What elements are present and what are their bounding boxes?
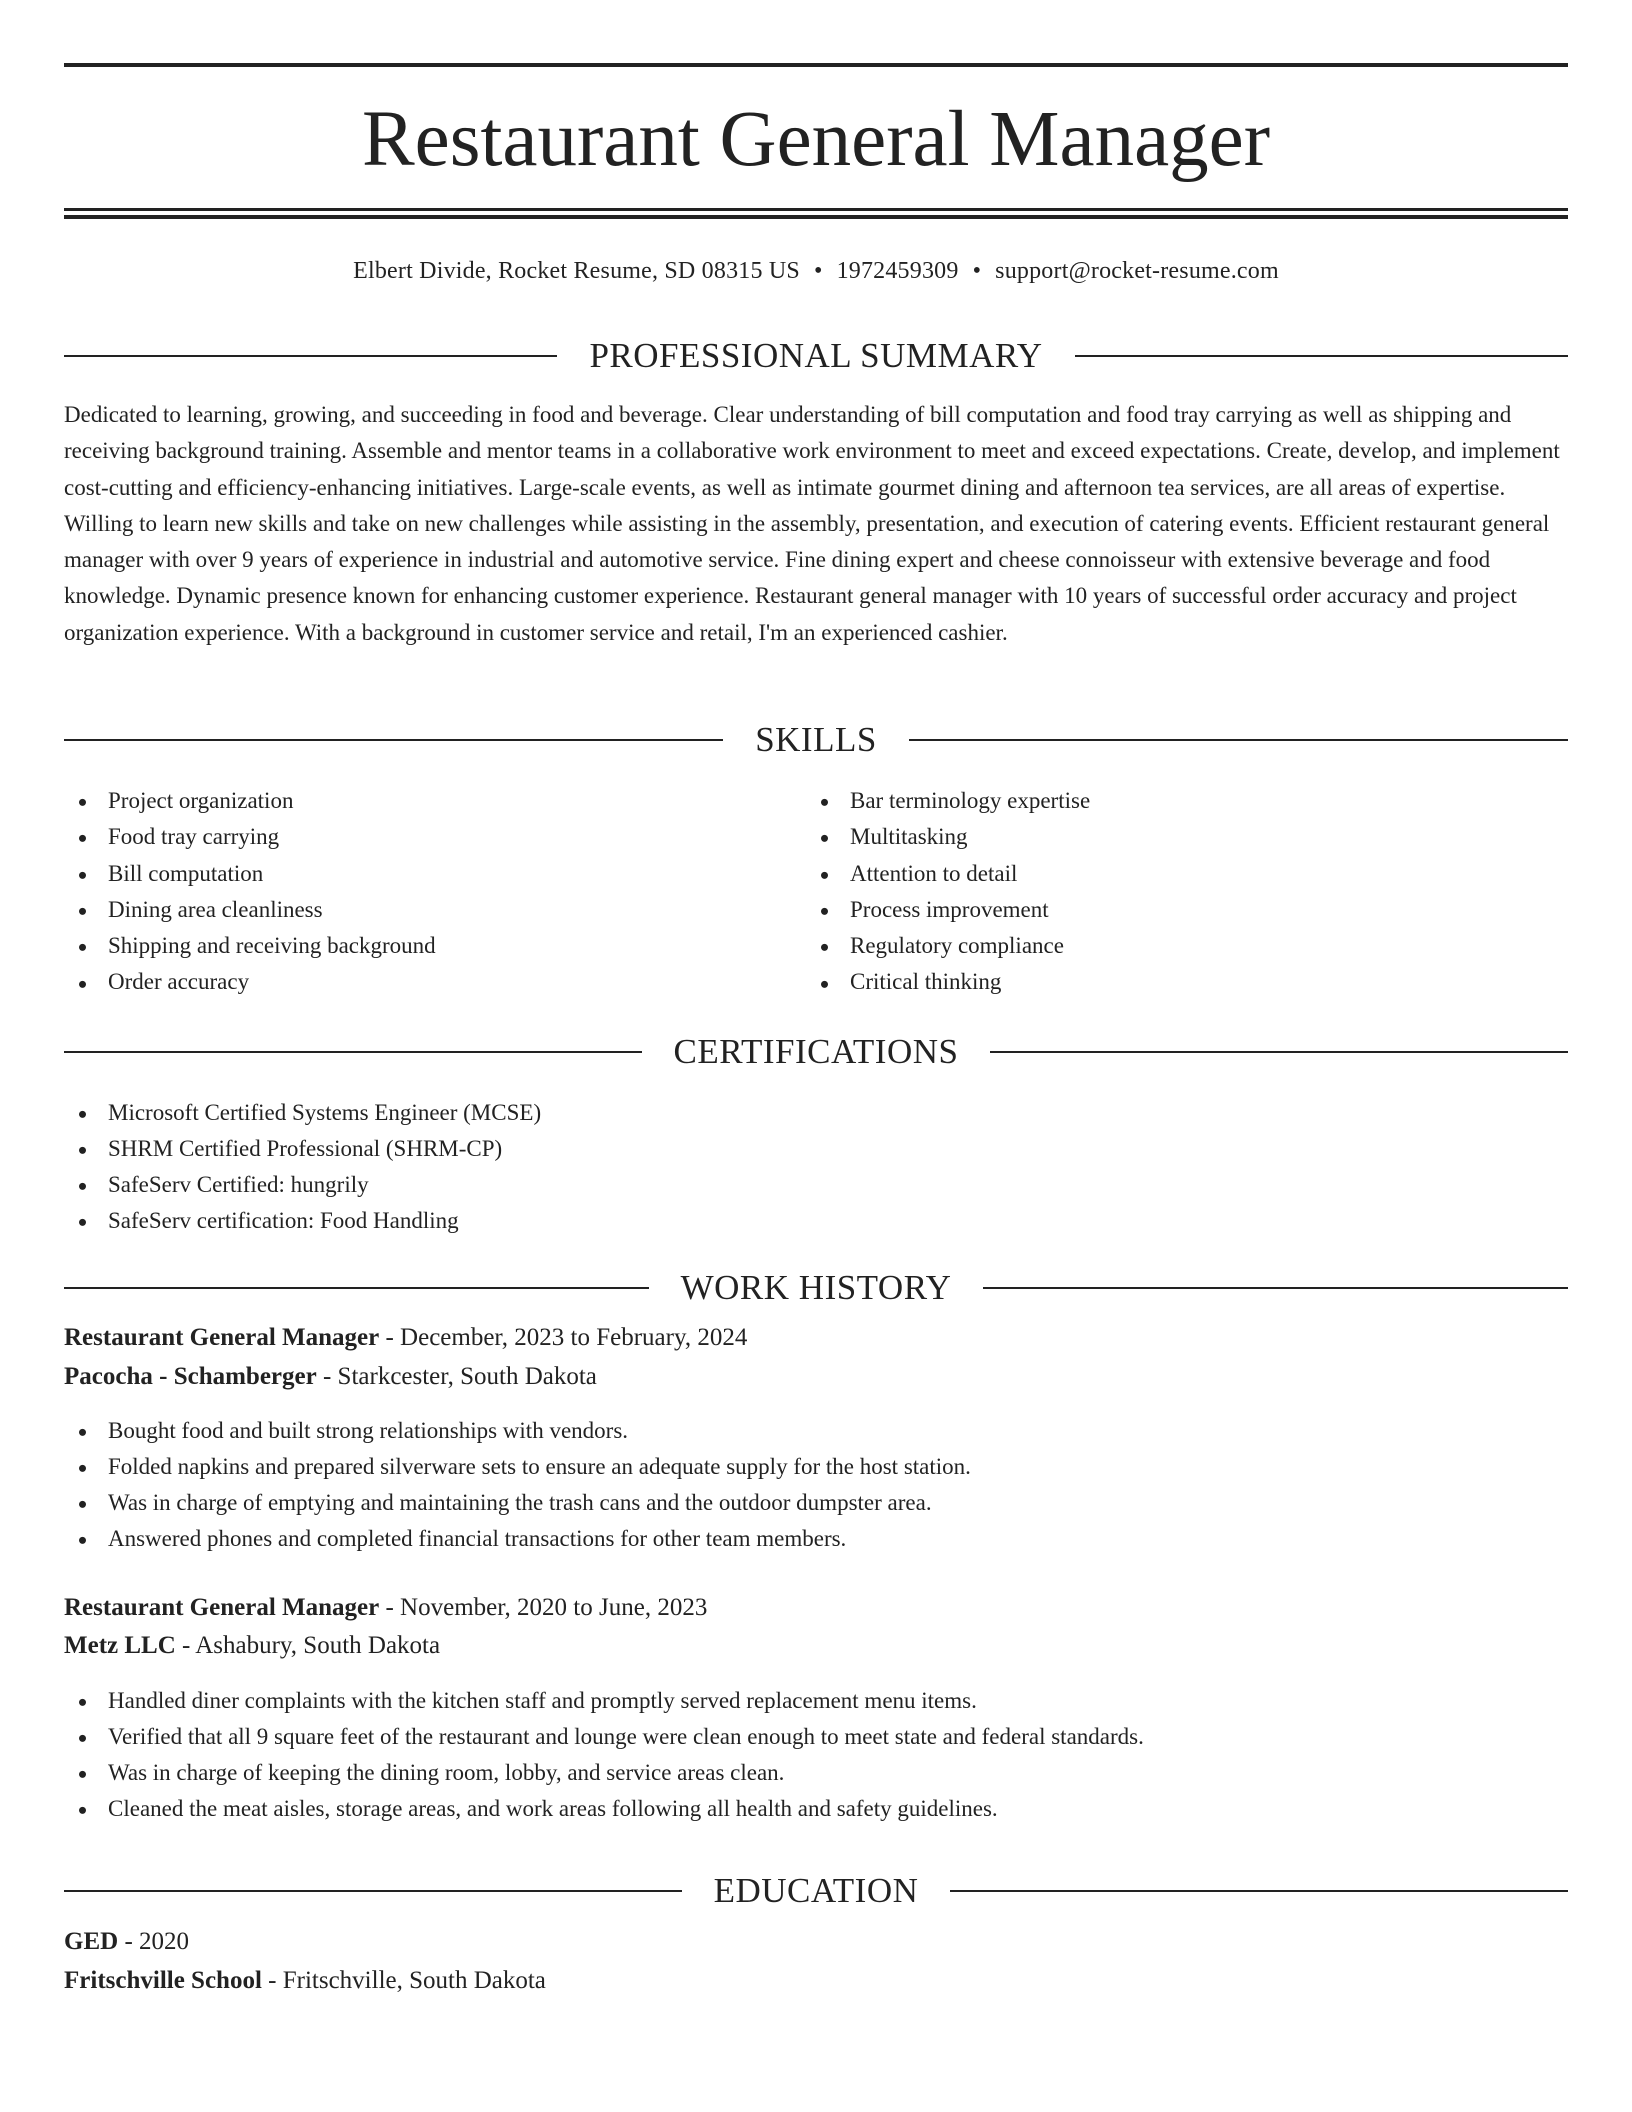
skill-item: Attention to detail xyxy=(806,856,1506,892)
section-title: WORK HISTORY xyxy=(680,1268,952,1307)
skill-item: Order accuracy xyxy=(64,964,764,1000)
job-bullet: Was in charge of keeping the dining room, lobby, and service areas clean. xyxy=(64,1755,1568,1791)
section-heading-certifications xyxy=(64,1030,1568,1074)
phone: 1972459309 xyxy=(836,258,959,284)
heading-rule xyxy=(983,1287,1568,1289)
certification-item: SafeServ certification: Food Handling xyxy=(64,1203,1568,1239)
skill-item: Food tray carrying xyxy=(64,819,764,855)
education-degree-line xyxy=(64,1924,189,1960)
skill-item: Project organization xyxy=(64,783,764,819)
heading-rule xyxy=(64,1287,649,1289)
job-bullet: Handled diner complaints with the kitchen staff and promptly served replacement menu items. xyxy=(64,1683,1568,1719)
skill-item: Dining area cleanliness xyxy=(64,892,764,928)
section-title: EDUCATION xyxy=(713,1871,919,1910)
education-school: Fritschville School xyxy=(64,1967,262,1994)
skills-list-right xyxy=(806,783,1506,1001)
job-company-line xyxy=(64,1359,597,1395)
job-bullet: Verified that all 9 square feet of the restaurant and lounge were clean enough to meet state and federal standards. xyxy=(64,1719,1568,1755)
skill-item: Shipping and receiving background xyxy=(64,928,764,964)
job-bullet: Cleaned the meat aisles, storage areas, and work areas following all health and safety guidelines. xyxy=(64,1791,1568,1827)
section-title: CERTIFICATIONS xyxy=(673,1032,959,1071)
job-bullet: Folded napkins and prepared silverware sets to ensure an adequate supply for the host station. xyxy=(64,1449,1568,1485)
heading-rule xyxy=(64,1051,642,1053)
skill-item: Process improvement xyxy=(806,892,1506,928)
skills-list-left xyxy=(64,783,764,1001)
heading-rule xyxy=(64,355,557,357)
heading-rule xyxy=(950,1890,1568,1892)
education-degree: GED xyxy=(64,1928,119,1955)
skill-item: Critical thinking xyxy=(806,964,1506,1000)
title-rule-upper xyxy=(64,208,1568,211)
job-company: Metz LLC xyxy=(64,1632,176,1659)
top-rule xyxy=(64,63,1568,67)
section-title: SKILLS xyxy=(755,720,877,759)
job-title-line xyxy=(64,1320,747,1356)
skill-item: Multitasking xyxy=(806,819,1506,855)
section-heading-skills xyxy=(64,718,1568,762)
address: Elbert Divide, Rocket Resume, SD 08315 US xyxy=(353,258,800,284)
job-company: Pacocha - Schamberger xyxy=(64,1363,317,1390)
heading-rule xyxy=(1075,355,1568,357)
separator: • xyxy=(972,258,982,284)
section-heading-education xyxy=(64,1869,1568,1913)
education-year: - 2020 xyxy=(118,1928,190,1955)
separator: • xyxy=(813,258,823,284)
education-location: - Fritschville, South Dakota xyxy=(261,1967,546,1994)
heading-rule xyxy=(64,1890,682,1892)
title-rule-lower xyxy=(64,215,1568,219)
skill-item: Bar terminology expertise xyxy=(806,783,1506,819)
job-dates: - December, 2023 to February, 2024 xyxy=(379,1324,748,1351)
job-bullet-list xyxy=(64,1413,1568,1557)
heading-rule xyxy=(990,1051,1568,1053)
job-title: Restaurant General Manager xyxy=(64,1324,380,1351)
job-dates: - November, 2020 to June, 2023 xyxy=(379,1594,708,1621)
job-title-line xyxy=(64,1590,707,1626)
resume-title: Restaurant General Manager xyxy=(361,96,1271,183)
section-heading-work-history xyxy=(64,1266,1568,1310)
job-title: Restaurant General Manager xyxy=(64,1594,380,1621)
job-location: - Ashabury, South Dakota xyxy=(175,1632,441,1659)
summary-text: Dedicated to learning, growing, and succeeding in food and beverage. Clear understanding of bill computation and food tray carrying as well as shipping and receiving background training. Assemble and mentor teams in a collaborative work environment to meet and exceed expectations. Create, develop, and implement cost-cutting and efficiency-enhancing initiatives. Large-scale events, as well as intimate gourmet dining and afternoon tea services, are all areas of expertise. Willing to learn new skills and take on new challenges while assisting in the assembly, presentation, and execution of catering events. Efficient restaurant general manager with over 9 years of experience in industrial and automotive service. Fine dining expert and cheese connoisseur with extensive beverage and food knowledge. Dynamic presence known for enhancing customer experience. Restaurant general manager with 10 years of successful order accuracy and project organization experience. With a background in customer service and retail, I'm an experienced cashier. xyxy=(64,402,1560,645)
skill-item: Bill computation xyxy=(64,856,764,892)
job-location: - Starkcester, South Dakota xyxy=(316,1363,597,1390)
certification-item: SHRM Certified Professional (SHRM-CP) xyxy=(64,1131,1568,1167)
job-bullet: Answered phones and completed financial transactions for other team members. xyxy=(64,1521,1568,1557)
heading-rule xyxy=(64,739,723,741)
section-title: PROFESSIONAL SUMMARY xyxy=(589,336,1043,375)
email: support@rocket-resume.com xyxy=(995,258,1279,284)
certification-item: Microsoft Certified Systems Engineer (MCSE) xyxy=(64,1095,1568,1131)
job-company-line xyxy=(64,1628,440,1664)
job-bullet: Bought food and built strong relationships with vendors. xyxy=(64,1413,1568,1449)
job-bullet: Was in charge of emptying and maintaining the trash cans and the outdoor dumpster area. xyxy=(64,1485,1568,1521)
job-bullet-list xyxy=(64,1683,1568,1827)
contact-line xyxy=(64,254,1568,288)
certifications-list xyxy=(64,1095,1568,1239)
section-heading-summary xyxy=(64,334,1568,378)
education-school-line xyxy=(64,1963,546,1999)
certification-item: SafeServ Certified: hungrily xyxy=(64,1167,1568,1203)
heading-rule xyxy=(909,739,1568,741)
skill-item: Regulatory compliance xyxy=(806,928,1506,964)
